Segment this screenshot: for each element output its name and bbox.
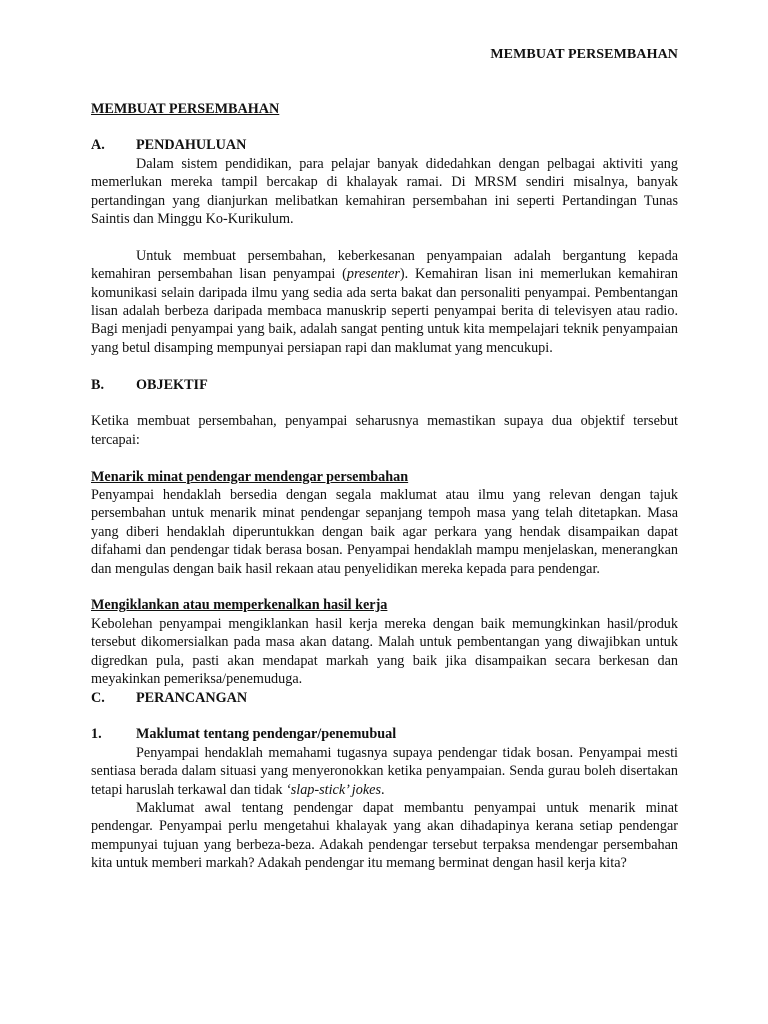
section-c-heading [91, 689, 678, 707]
objective-2-heading: Mengiklankan atau memperkenalkan hasil kerja [91, 597, 388, 614]
item-1-paragraph-1 [91, 744, 678, 799]
running-header: MEMBUAT PERSEMBAHAN [490, 47, 678, 62]
item-1-paragraph-1-text-1: Penyampai hendaklah memahami tugasnya supaya pendengar tidak bosan. Penyampai mesti sentiasa berada dalam situasi yang menyeronokkan ketika penyampaian. Senda gurau boleh disertakan tetapi haruslah terkawal dan tidak [91, 744, 678, 798]
section-c-label: C. [91, 689, 105, 706]
section-a-paragraph-2 [91, 247, 678, 357]
item-1-title: Maklumat tentang pendengar/penemubual [136, 726, 397, 743]
section-a-title: PENDAHULUAN [136, 137, 247, 154]
item-1-heading [91, 725, 678, 743]
section-c-title: PERANCANGAN [136, 689, 248, 706]
item-1-paragraph-1-text-2: . [380, 781, 385, 798]
section-b-intro: Ketika membuat persembahan, penyampai seharusnya memastikan supaya dua objektif tersebut tercapai: [91, 413, 678, 448]
section-a-paragraph-2-text-1: Untuk membuat persembahan, keberkesanan penyampaian adalah bergantung kepada kemahiran persembahan lisan penyampai ( [91, 247, 678, 283]
section-b-heading [91, 376, 678, 394]
presenter-term: presenter [346, 266, 400, 283]
section-a-heading [91, 136, 678, 154]
document-title: MEMBUAT PERSEMBAHAN [91, 101, 280, 117]
document-body [91, 100, 678, 873]
item-1-paragraph-2: Maklumat awal tentang pendengar dapat membantu penyampai untuk menarik minat pendengar. Penyampai perlu mengetahui khalayak yang akan dihadapinya kerana setiap pendengar mempunyai tujuan yang berbeza-beza. Adakah pendengar tersebut terpaksa mendengar persembahan kita untuk memberi markah? Adakah pendengar itu memang berminat dengan hasil kerja kita? [91, 799, 678, 872]
section-a-paragraph-1: Dalam sistem pendidikan, para pelajar banyak didedahkan dengan pelbagai aktiviti yang memerlukan mereka tampil bercakap di khalayak ramai. Di MRSM sendiri misalnya, banyak pertandingan yang dianjurkan melibatkan kemahiran persembahan ini seperti Pertandingan Tunas Saintis dan Minggu Ko-Kurikulum. [91, 155, 678, 228]
item-1-number: 1. [91, 726, 102, 743]
objective-1-text: Penyampai hendaklah bersedia dengan segala maklumat atau ilmu yang relevan dengan tajuk persembahan untuk menarik minat pendengar sepanjang tempoh masa yang telah ditetapkan. Masa yang diberi hendaklah diperuntukkan dengan baik agar perkara yang hendak disampaikan dapat difahami dan pendengar tidak berasa bosan. Penyampai hendaklah mampu menjelaskan, menerangkan dan mengulas dengan baik hasil rekaan atau penyelidikan mereka kepada para pendengar. [91, 487, 678, 577]
section-b-label: B. [91, 376, 105, 393]
objective-1-heading: Menarik minat pendengar mendengar persembahan [91, 468, 409, 485]
objective-2-text: Kebolehan penyampai mengiklankan hasil kerja mereka dengan baik memungkinkan hasil/produk tersebut dikomersialkan pada masa akan datang. Malah untuk pembentangan yang diwajibkan untuk digredkan pula, pasti akan mendapat markah yang baik jika disampaikan secara berkesan dan meyakinkan pemeriksa/penemuduga. [91, 615, 678, 688]
section-b-title: OBJEKTIF [136, 376, 208, 393]
slapstick-term: ‘slap-stick’ jokes [286, 781, 381, 798]
section-a-paragraph-2-text-2: ). Kemahiran lisan ini memerlukan kemahiran komunikasi selain daripada ilmu yang sedia ada serta bakat dan personaliti penyampai. Pembentangan lisan adalah berbeza daripada membaca manuskrip seperti penyampai berita di televisyen atau radio. Bagi menjadi penyampai yang baik, adalah sangat penting untuk kita mempelajari teknik penyampaian yang betul disamping mempunyai persiapan rapi dan maklumat yang mencukupi. [91, 266, 678, 356]
section-a-label: A. [91, 137, 105, 154]
